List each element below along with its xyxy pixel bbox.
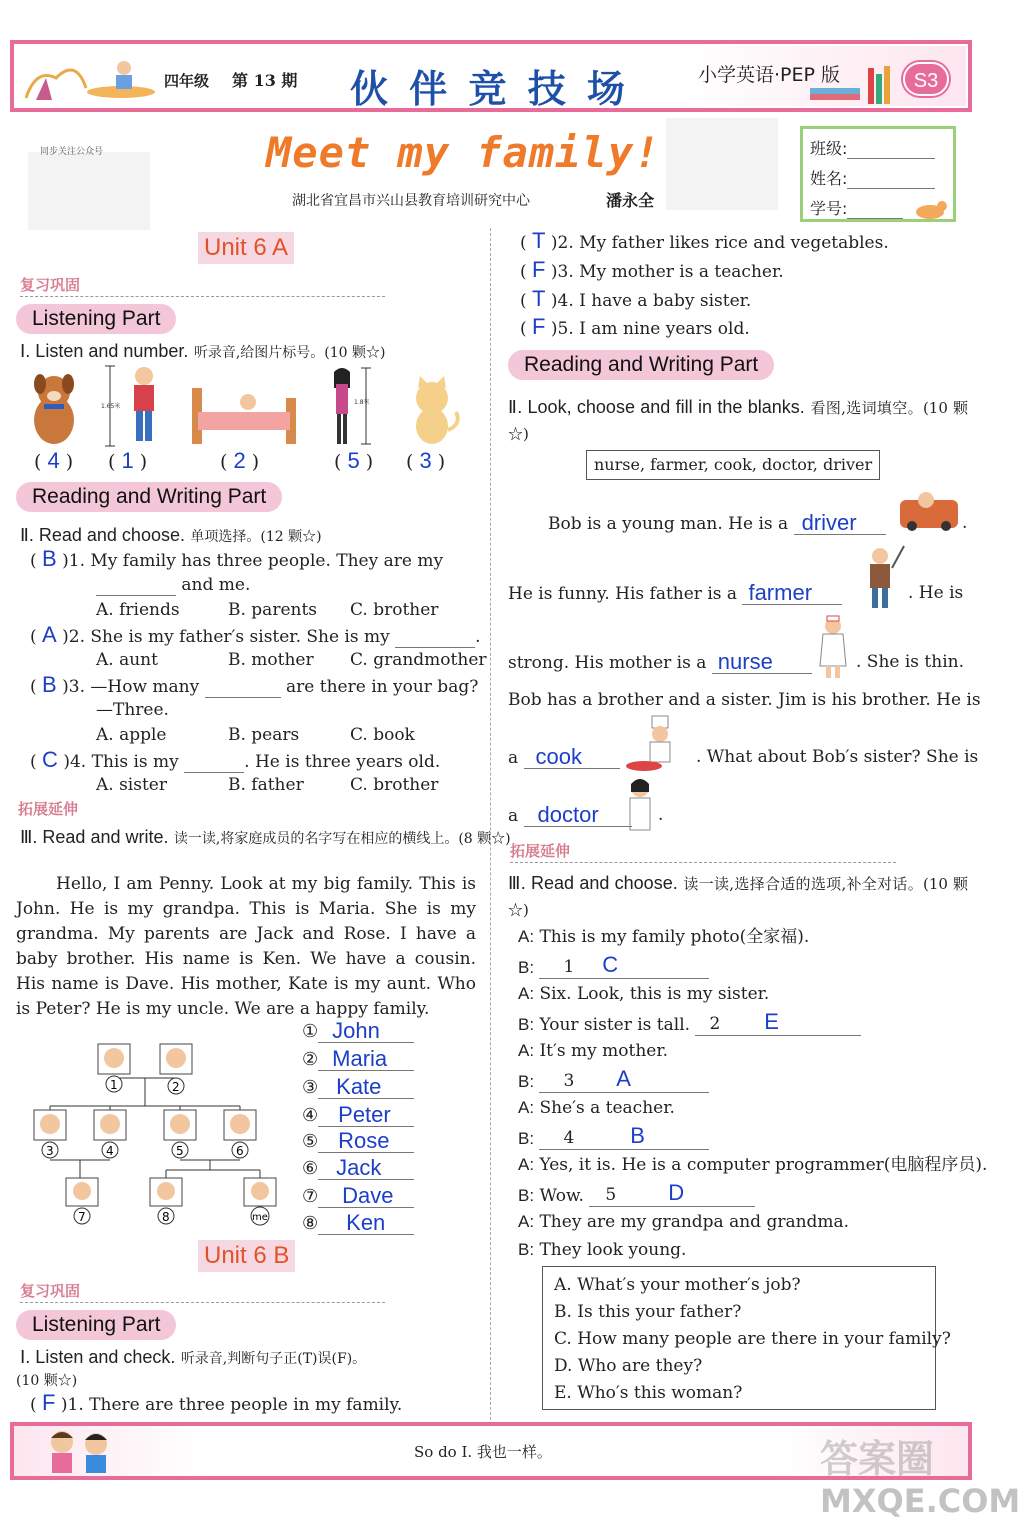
option-e: E. Who′s this woman? xyxy=(554,1383,743,1403)
extend-heading-right: 拓展延伸 xyxy=(510,842,571,860)
q2-item-1: ( B )1. My family has three people. They are my xyxy=(30,546,444,571)
unit-6a-label: Unit 6 A xyxy=(198,232,294,264)
q3-title-text: Ⅲ. Read and write. xyxy=(20,827,169,847)
q3-num-1: ① xyxy=(302,1021,319,1042)
q3-num-5: ⑤ xyxy=(302,1131,319,1152)
family-tree xyxy=(26,1036,286,1230)
q2-stem-2b: . xyxy=(475,627,481,647)
dialog-sp-10: B: xyxy=(518,1186,535,1205)
tree-label-3: 3 xyxy=(46,1144,54,1158)
q1b-title xyxy=(20,1346,366,1370)
q3-num-3: ③ xyxy=(302,1077,319,1098)
q2-opt-3b: B. pears xyxy=(228,725,300,745)
option-c: C. How many people are there in your family? xyxy=(554,1329,951,1349)
fill-ans-nurse: nurse xyxy=(712,651,812,674)
tall-woman-picture xyxy=(326,364,386,450)
q3-name-3: Kate xyxy=(318,1076,414,1099)
tall-man-picture xyxy=(100,362,170,450)
qr-left-placeholder xyxy=(28,152,150,230)
q1-answer-4: ( 5 ) xyxy=(334,448,374,473)
option-d: D. Who are they? xyxy=(554,1356,703,1376)
dialog-line-2 xyxy=(518,954,709,979)
q3-name-1: John xyxy=(318,1020,414,1043)
tree-node-me xyxy=(244,1178,276,1225)
q3-name-5: Rose xyxy=(318,1130,414,1153)
q3-name-row-3 xyxy=(302,1076,414,1099)
q1b-ans-1: F xyxy=(42,1390,56,1415)
dialog-line-9 xyxy=(518,1154,987,1176)
dialog-line-11 xyxy=(518,1211,849,1233)
q3-name-7: Dave xyxy=(318,1185,414,1208)
dialog-text-3: Six. Look, this is my sister. xyxy=(539,984,770,1004)
q2-opt-4c: C. brother xyxy=(350,775,439,795)
fill-s5b: . What about Bob′s sister? She is xyxy=(696,747,979,767)
tree-label-1: 1 xyxy=(110,1078,118,1092)
fill-s1b: . xyxy=(962,513,968,533)
dialog-sp-7: A: xyxy=(518,1098,535,1117)
dialog-text-4: Your sister is tall. xyxy=(539,1015,691,1035)
q2-title-text: Ⅱ. Read and choose. xyxy=(20,525,185,545)
dialog-text-9: Yes, it is. He is a computer programmer(电脑程序员). xyxy=(539,1155,988,1175)
dialog-ans-3: A xyxy=(616,1066,631,1091)
q3-name-row-4 xyxy=(302,1104,414,1127)
tree-node-grandpa xyxy=(98,1044,130,1092)
fill-s4: Bob has a brother and a sister. Jim is his brother. He is xyxy=(508,690,981,710)
bed-picture xyxy=(188,378,300,448)
tree-node-6 xyxy=(224,1110,256,1158)
q1-answer-2: ( 1 ) xyxy=(108,448,148,473)
tf-ans-3: F xyxy=(532,257,546,282)
r-q2-title-text: Ⅱ. Look, choose and fill in the blanks. xyxy=(508,397,805,417)
name-label: 姓名: xyxy=(810,169,848,188)
article-title: Meet my family! xyxy=(266,128,661,177)
q2-opt-4b: B. father xyxy=(228,775,304,795)
fill-s6b: . xyxy=(658,805,664,825)
name-field[interactable] xyxy=(810,166,935,189)
q3-num-8: ⑧ xyxy=(302,1213,319,1234)
dog-picture xyxy=(24,370,84,448)
q1-ans-1: 4 xyxy=(47,448,60,473)
q2-stem-3b: are there in your bag? xyxy=(286,677,479,697)
cook-picture xyxy=(624,714,694,774)
dialog-line-4 xyxy=(518,1011,861,1036)
q2-stem-3: )3. —How many xyxy=(62,677,200,697)
dialog-line-6 xyxy=(518,1068,709,1093)
dialog-sp-1: A: xyxy=(518,927,535,946)
dialog-ans-4: B xyxy=(630,1123,645,1148)
review-heading: 复习巩固 xyxy=(20,276,81,294)
height-label-2: 1.8米 xyxy=(354,399,370,406)
fill-s3a: strong. His mother is a xyxy=(508,653,707,673)
r-q3-title-text: Ⅲ. Read and choose. xyxy=(508,873,678,893)
edition-label: 小学英语·PEP 版 xyxy=(698,64,840,86)
reading-part-a: Reading and Writing Part xyxy=(16,482,282,512)
q2-opt-1a: A. friends xyxy=(96,600,180,620)
word-bank: nurse, farmer, cook, doctor, driver xyxy=(586,450,880,480)
q2-stem-2: )2. She is my father′s sister. She is my xyxy=(62,627,390,647)
r-q2-title xyxy=(508,394,968,447)
q2-opt-3c: C. book xyxy=(350,725,415,745)
q1-ans-3: 2 xyxy=(233,448,246,473)
q3-title-cn: 读一读,将家庭成员的名字写在相应的横线上。(8 颗☆) xyxy=(173,831,511,847)
r-q2-title-cn: 看图,选词填空。(10 颗☆) xyxy=(508,399,968,443)
fill-sentence-5 xyxy=(508,746,620,769)
class-field[interactable] xyxy=(810,136,935,159)
tree-label-me: me xyxy=(252,1212,268,1223)
driver-picture xyxy=(898,486,962,532)
tf-text-4: )4. I have a baby sister. xyxy=(550,291,752,311)
article-byline: 湖北省宜昌市兴山县教育培训研究中心 xyxy=(292,193,530,209)
tf-item-5: ( F )5. I am nine years old. xyxy=(520,314,750,339)
q1-title-text: Ⅰ. Listen and number. xyxy=(20,341,189,361)
tree-node-grandma xyxy=(160,1044,192,1094)
q3-name-row-1 xyxy=(302,1020,414,1043)
bookshelf-illustration xyxy=(808,62,898,106)
dialog-text-11: They are my grandpa and grandma. xyxy=(539,1212,850,1232)
dialog-num-1: 1 xyxy=(563,957,575,977)
q2-ans-2: A xyxy=(42,622,57,647)
dialog-ans-2: E xyxy=(764,1009,779,1034)
q2-stem-1b: and me. xyxy=(181,575,251,595)
q1-answer-5: ( 3 ) xyxy=(406,448,446,473)
fill-s3b: . She is thin. xyxy=(856,652,965,672)
fill-sentence-1 xyxy=(548,512,886,535)
qr-label: 同步关注公众号 xyxy=(40,147,104,157)
extend-heading-left: 拓展延伸 xyxy=(18,800,79,818)
q3-name-4: Peter xyxy=(318,1104,414,1127)
fill-s2b: . He is xyxy=(908,583,964,603)
q2-item-3: ( B )3. —How many are there in your bag? xyxy=(30,672,479,697)
q1-answer-3: ( 2 ) xyxy=(220,448,260,473)
dialog-text-10: Wow. xyxy=(539,1186,584,1206)
dialog-text-5: It′s my mother. xyxy=(539,1041,668,1061)
q3-name-row-8 xyxy=(302,1212,414,1235)
fill-sentence-2 xyxy=(508,582,842,605)
dialog-sp-3: A: xyxy=(518,984,535,1003)
q2-opt-3a: A. apple xyxy=(96,725,167,745)
q3-num-4: ④ xyxy=(302,1105,319,1126)
tree-node-4 xyxy=(94,1110,126,1158)
option-a: A. What′s your mother′s job? xyxy=(554,1275,801,1295)
q3-name-6: Jack xyxy=(318,1157,414,1180)
listening-part-b: Listening Part xyxy=(16,1310,176,1340)
tree-label-7: 7 xyxy=(78,1210,86,1224)
fill-s6a: a xyxy=(508,806,519,826)
fill-sentence-6 xyxy=(508,804,632,827)
fill-s1a: Bob is a young man. He is a xyxy=(548,514,789,534)
q3-num-6: ⑥ xyxy=(302,1158,319,1179)
watermark: MXQE.COM xyxy=(820,1482,1020,1520)
q2-item-4: ( C )4. This is my . He is three years old. xyxy=(30,747,441,772)
q2-ans-1: B xyxy=(42,546,57,571)
q2-opt-2c: C. grandmother xyxy=(350,650,487,670)
q1b-stem-1: )1. There are three people in my family. xyxy=(60,1395,403,1415)
q3-name-8: Ken xyxy=(318,1212,414,1235)
tree-label-2: 2 xyxy=(172,1080,180,1094)
q2-item-2: ( A )2. She is my father′s sister. She is my . xyxy=(30,622,481,647)
q3-name-2: Maria xyxy=(318,1048,414,1071)
dialog-num-3: 3 xyxy=(563,1071,575,1091)
q2-ans-3: B xyxy=(42,672,57,697)
q3-passage: Hello, I am Penny. Look at my big family. This is John. He is my grandpa. This is Maria. She is my grandma. My parents are Jack and Rose. I have a baby brother. His name is Ken. We have a cousin. His name is Dave. His mother, Kate is my aunt. Who is Peter? He is my uncle. We are a happy family. xyxy=(16,874,476,1019)
fill-s5a: a xyxy=(508,748,519,768)
q3-name-row-5 xyxy=(302,1130,414,1153)
tf-text-5: )5. I am nine years old. xyxy=(550,319,750,339)
fill-ans-doctor: doctor xyxy=(524,804,632,827)
review-arrow xyxy=(20,296,385,297)
dialog-sp-2: B: xyxy=(518,958,535,977)
dialog-text-1: This is my family photo(全家福). xyxy=(539,927,810,947)
review-arrow-b xyxy=(20,1302,385,1303)
q3-name-row-6 xyxy=(302,1157,414,1180)
q2-stem-4b: . He is three years old. xyxy=(244,752,441,772)
column-divider xyxy=(490,228,491,1420)
listening-part-a: Listening Part xyxy=(16,304,176,334)
q2-opt-2b: B. mother xyxy=(228,650,314,670)
q1-title xyxy=(20,340,385,364)
qr-right-placeholder xyxy=(666,118,778,210)
footer-text: So do I. 我也一样。 xyxy=(414,1443,552,1461)
tree-node-5 xyxy=(164,1110,196,1158)
q3-num-7: ⑦ xyxy=(302,1186,319,1207)
cat-picture xyxy=(404,374,464,446)
fill-ans-driver: driver xyxy=(794,512,886,535)
nurse-picture xyxy=(812,614,854,680)
dialog-sp-4: B: xyxy=(518,1015,535,1034)
tree-node-3 xyxy=(34,1110,66,1158)
r-q3-title-cn: 读一读,选择合适的选项,补全对话。(10 颗☆) xyxy=(508,875,968,919)
reading-part-right: Reading and Writing Part xyxy=(508,350,774,380)
tree-label-5: 5 xyxy=(176,1144,184,1158)
dialog-ans-5: D xyxy=(668,1180,685,1205)
dialog-line-12 xyxy=(518,1239,686,1261)
class-label: 班级: xyxy=(810,139,848,158)
dialog-line-5 xyxy=(518,1040,668,1062)
farmer-picture xyxy=(852,544,908,610)
dialog-line-7 xyxy=(518,1097,675,1119)
tf-text-2: )2. My father likes rice and vegetables. xyxy=(550,233,889,253)
dialog-sp-12: B: xyxy=(518,1240,535,1259)
q2-item-1-line2 xyxy=(96,574,250,596)
q2-ans-4: C xyxy=(42,747,58,772)
q1b-stars: (10 颗☆) xyxy=(16,1373,78,1389)
tf-ans-4: T xyxy=(532,286,546,311)
id-label: 学号: xyxy=(810,199,848,218)
q1b-item-1: ( F )1. There are three people in my family. xyxy=(30,1390,403,1415)
dialog-ans-1: C xyxy=(602,952,619,977)
dialog-sp-11: A: xyxy=(518,1212,535,1231)
extend-arrow-right xyxy=(510,862,896,863)
unit-6b-label: Unit 6 B xyxy=(198,1240,295,1272)
q1-answer-1: ( 4 ) xyxy=(34,448,74,473)
tf-ans-5: F xyxy=(532,314,546,339)
q2-opt-2a: A. aunt xyxy=(96,650,158,670)
dialog-text-7: She′s a teacher. xyxy=(539,1098,675,1118)
dialog-sp-9: A: xyxy=(518,1155,535,1174)
q2-stem-4: )4. This is my xyxy=(63,752,179,772)
article-author: 潘永全 xyxy=(606,191,655,210)
tree-node-8 xyxy=(150,1178,182,1224)
paper-title: 伙 伴 竞 技 场 xyxy=(350,67,629,111)
tf-item-2: ( T )2. My father likes rice and vegetables. xyxy=(520,228,889,253)
dialog-num-4: 4 xyxy=(563,1128,575,1148)
q3-name-row-2 xyxy=(302,1048,414,1071)
q2-opt-4a: A. sister xyxy=(96,775,167,795)
header-girl-illustration xyxy=(16,48,156,106)
q1b-title-cn: 听录音,判断句子正(T)误(F)。 xyxy=(180,1351,367,1367)
tf-ans-2: T xyxy=(532,228,546,253)
review-heading-b: 复习巩固 xyxy=(20,1282,81,1300)
tf-item-3: ( F )3. My mother is a teacher. xyxy=(520,257,784,282)
q2-title-cn: 单项选择。(12 颗☆) xyxy=(190,529,322,545)
option-b: B. Is this your father? xyxy=(554,1302,742,1322)
q1-ans-2: 1 xyxy=(121,448,134,473)
r-q3-title xyxy=(508,870,968,923)
q2-opt-1b: B. parents xyxy=(228,600,318,620)
q2-stem-3c: —Three. xyxy=(96,700,169,720)
q3-num-2: ② xyxy=(302,1049,319,1070)
height-label-1: 1.65米 xyxy=(101,403,121,410)
issue-label: 第 13 期 xyxy=(232,71,298,90)
q1-title-cn: 听录音,给图片标号。(10 颗☆) xyxy=(193,345,386,361)
page-badge: S3 xyxy=(903,62,949,96)
watermark-cn: 答案圈 xyxy=(820,1437,935,1481)
dialog-line-8 xyxy=(518,1125,709,1150)
cat-decoration xyxy=(910,198,950,220)
fill-ans-cook: cook xyxy=(524,746,620,769)
dialog-sp-8: B: xyxy=(518,1129,535,1148)
tree-label-8: 8 xyxy=(162,1210,170,1224)
dialog-line-10 xyxy=(518,1182,755,1207)
q1-ans-5: 3 xyxy=(419,448,432,473)
dialog-text-12: They look young. xyxy=(539,1240,687,1260)
dialog-num-5: 5 xyxy=(605,1185,617,1205)
q2-opt-1c: C. brother xyxy=(350,600,439,620)
dialog-sp-5: A: xyxy=(518,1041,535,1060)
q3-name-row-7 xyxy=(302,1185,414,1208)
footer-children-illustration xyxy=(40,1426,120,1476)
tf-item-4: ( T )4. I have a baby sister. xyxy=(520,286,752,311)
tree-node-7 xyxy=(66,1178,98,1224)
dialog-line-3 xyxy=(518,983,769,1005)
q2-title xyxy=(20,524,322,548)
q3-title xyxy=(20,826,511,850)
q1b-title-text: Ⅰ. Listen and check. xyxy=(20,1347,176,1367)
fill-s2a: He is funny. His father is a xyxy=(508,584,738,604)
id-field[interactable] xyxy=(810,196,903,219)
dialog-num-2: 2 xyxy=(709,1014,721,1034)
dialog-sp-6: B: xyxy=(518,1072,535,1091)
q2-stem-1: )1. My family has three people. They are my xyxy=(62,551,444,571)
q1-ans-4: 5 xyxy=(347,448,360,473)
tf-text-3: )3. My mother is a teacher. xyxy=(550,262,784,282)
fill-sentence-3 xyxy=(508,651,812,674)
dialog-line-1 xyxy=(518,926,809,948)
grade-label: 四年级 xyxy=(164,72,210,90)
tree-label-4: 4 xyxy=(106,1144,114,1158)
fill-ans-farmer: farmer xyxy=(742,582,842,605)
tree-label-6: 6 xyxy=(236,1144,244,1158)
